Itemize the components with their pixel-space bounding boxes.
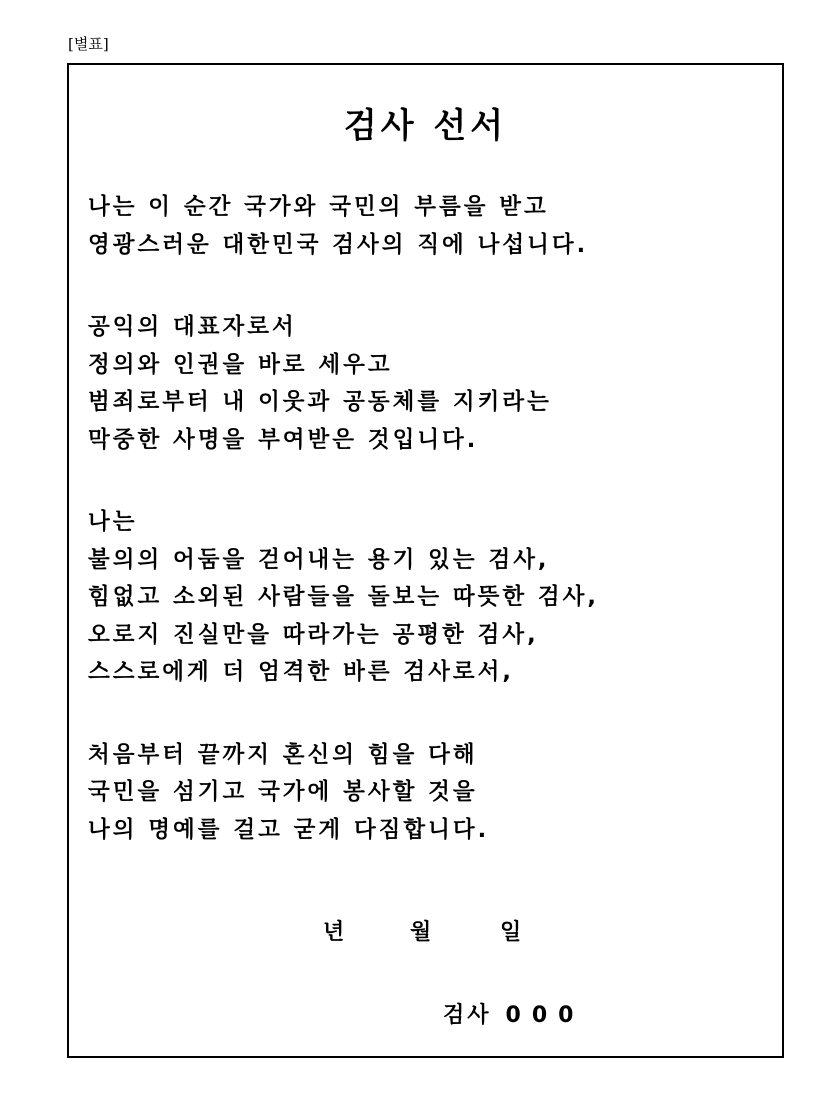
oath-line: 나는 이 순간 국가와 국민의 부름을 받고 — [88, 194, 549, 220]
oath-line: 범죄로부터 내 이웃과 공동체를 지키라는 — [88, 389, 552, 415]
paragraph — [88, 309, 772, 459]
oath-line: 오로지 진실만을 따라가는 공평한 검사, — [88, 621, 539, 648]
date-year-label: 년 — [323, 920, 345, 945]
paragraph — [88, 189, 772, 264]
paragraph — [88, 504, 772, 692]
oath-line: 스스로에게 더 엄격한 바른 검사로서, — [88, 659, 514, 685]
oath-line: 나는 — [88, 509, 138, 535]
signature-name: 000 — [505, 1003, 585, 1028]
oath-document-frame — [67, 63, 784, 1058]
oath-body — [88, 189, 772, 894]
oath-line: 처음부터 끝까지 혼신의 힘을 다해 — [88, 741, 478, 768]
date-day-label: 일 — [500, 920, 522, 945]
oath-line: 정의와 인권을 바로 세우고 — [88, 351, 393, 378]
oath-line: 힘없고 소외된 사람들을 돌보는 따뜻한 검사, — [88, 584, 599, 610]
oath-line: 공익의 대표자로서 — [88, 314, 297, 340]
date-month-label: 월 — [410, 920, 432, 945]
paragraph — [88, 737, 772, 850]
signature-title: 검사 — [443, 1003, 492, 1028]
oath-line: 막중한 사명을 부여받은 것입니다. — [88, 426, 479, 453]
document-title: 검사 선서 — [343, 106, 508, 146]
oath-line: 나의 명예를 걸고 굳게 다짐합니다. — [88, 816, 490, 843]
oath-line: 영광스러운 대한민국 검사의 직에 나섭니다. — [88, 231, 589, 258]
signature-line — [443, 998, 584, 1029]
annex-tag: [별표] — [68, 35, 109, 53]
oath-line: 국민을 섬기고 국가에 봉사할 것을 — [88, 779, 478, 805]
oath-line: 불의의 어둠을 걷어내는 용기 있는 검사, — [88, 546, 550, 573]
